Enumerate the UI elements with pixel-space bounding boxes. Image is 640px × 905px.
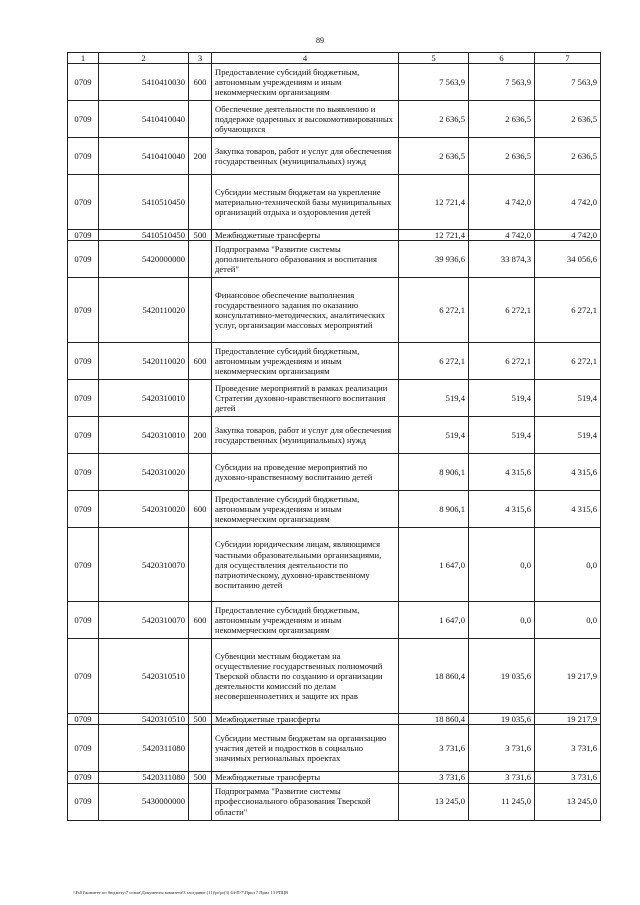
cell-section: 0709 <box>68 380 99 417</box>
cell-v5: 13 245,0 <box>399 783 469 820</box>
cell-v5: 2 636,5 <box>399 138 469 175</box>
cell-v7: 19 217,9 <box>535 714 601 725</box>
cell-v5: 12 721,4 <box>399 175 469 230</box>
cell-v6: 519,4 <box>469 417 535 454</box>
cell-v5: 519,4 <box>399 417 469 454</box>
table-row <box>68 528 601 602</box>
table-row <box>68 138 601 175</box>
cell-v5: 7 563,9 <box>399 64 469 101</box>
cell-name: Предоставление субсидий бюджетным, автономным учреждениям и иным некоммерческим организациям <box>212 343 399 380</box>
cell-v7: 519,4 <box>535 380 601 417</box>
cell-v7: 519,4 <box>535 417 601 454</box>
cell-v5: 8 906,1 <box>399 454 469 491</box>
cell-v6: 2 636,5 <box>469 138 535 175</box>
cell-code: 5420310010 <box>99 380 189 417</box>
cell-v5: 519,4 <box>399 380 469 417</box>
cell-name: Закупка товаров, работ и услуг для обеспечения государственных (муниципальных) нужд <box>212 138 399 175</box>
cell-section: 0709 <box>68 491 99 528</box>
cell-type <box>189 241 212 278</box>
cell-code: 5410410030 <box>99 64 189 101</box>
cell-type <box>189 454 212 491</box>
cell-v5: 18 860,4 <box>399 639 469 714</box>
cell-code: 5430000000 <box>99 783 189 820</box>
cell-v7: 4 315,6 <box>535 454 601 491</box>
table-row <box>68 783 601 820</box>
column-header: 5 <box>399 53 469 64</box>
cell-section: 0709 <box>68 772 99 783</box>
cell-v6: 4 742,0 <box>469 230 535 241</box>
table-row <box>68 772 601 783</box>
cell-section: 0709 <box>68 528 99 602</box>
table-row <box>68 380 601 417</box>
cell-section: 0709 <box>68 417 99 454</box>
cell-v6: 33 874,3 <box>469 241 535 278</box>
cell-v6: 2 636,5 <box>469 101 535 138</box>
cell-section: 0709 <box>68 714 99 725</box>
cell-name: Субвенции местным бюджетам на осуществление государственных полномочий Тверской области по созданию и организации деятельности комиссий по делам несовершеннолетних и защите их прав <box>212 639 399 714</box>
cell-name: Финансовое обеспечение выполнения государственного задания по оказанию консультативно-методических, аналитических услуг, организации массовых мероприятий <box>212 278 399 343</box>
cell-v6: 0,0 <box>469 528 535 602</box>
cell-v5: 1 647,0 <box>399 602 469 639</box>
cell-v7: 34 056,6 <box>535 241 601 278</box>
cell-code: 5420310510 <box>99 639 189 714</box>
cell-v6: 6 272,1 <box>469 343 535 380</box>
column-number-row <box>68 53 601 64</box>
cell-v5: 6 272,1 <box>399 343 469 380</box>
cell-v5: 6 272,1 <box>399 278 469 343</box>
table-row <box>68 101 601 138</box>
cell-code: 5410510450 <box>99 230 189 241</box>
cell-v7: 3 731,6 <box>535 772 601 783</box>
cell-v7: 2 636,5 <box>535 101 601 138</box>
cell-v6: 519,4 <box>469 380 535 417</box>
cell-v6: 19 035,6 <box>469 639 535 714</box>
cell-type: 200 <box>189 417 212 454</box>
cell-v5: 2 636,5 <box>399 101 469 138</box>
column-header: 2 <box>99 53 189 64</box>
cell-v5: 12 721,4 <box>399 230 469 241</box>
cell-type <box>189 639 212 714</box>
cell-section: 0709 <box>68 454 99 491</box>
cell-v6: 4 315,6 <box>469 454 535 491</box>
cell-type: 600 <box>189 64 212 101</box>
column-header: 7 <box>535 53 601 64</box>
cell-v7: 3 731,6 <box>535 725 601 772</box>
cell-code: 5420310070 <box>99 602 189 639</box>
cell-code: 5410410040 <box>99 101 189 138</box>
cell-section: 0709 <box>68 278 99 343</box>
cell-type: 600 <box>189 343 212 380</box>
cell-name: Закупка товаров, работ и услуг для обеспечения государственных (муниципальных) нужд <box>212 417 399 454</box>
cell-name: Субсидии местным бюджетам на организацию участия детей и подростков в социально значимых региональных проектах <box>212 725 399 772</box>
cell-v6: 11 245,0 <box>469 783 535 820</box>
cell-name: Обеспечение деятельности по выявлению и поддержке одаренных и высокомотивированных обучающихся <box>212 101 399 138</box>
cell-type: 600 <box>189 491 212 528</box>
cell-code: 5410510450 <box>99 175 189 230</box>
cell-v5: 18 860,4 <box>399 714 469 725</box>
cell-code: 5420311080 <box>99 725 189 772</box>
cell-v6: 6 272,1 <box>469 278 535 343</box>
cell-v7: 13 245,0 <box>535 783 601 820</box>
cell-code: 5410410040 <box>99 138 189 175</box>
cell-name: Предоставление субсидий бюджетным, автономным учреждениям и иным некоммерческим организациям <box>212 491 399 528</box>
column-header: 1 <box>68 53 99 64</box>
cell-name: Подпрограмма "Развитие системы дополнительного образования и воспитания детей" <box>212 241 399 278</box>
cell-name: Межбюджетные трансферты <box>212 772 399 783</box>
cell-v7: 6 272,1 <box>535 278 601 343</box>
cell-v5: 3 731,6 <box>399 772 469 783</box>
cell-v7: 4 315,6 <box>535 491 601 528</box>
cell-section: 0709 <box>68 230 99 241</box>
cell-section: 0709 <box>68 175 99 230</box>
cell-code: 5420000000 <box>99 241 189 278</box>
table-body <box>68 64 601 820</box>
cell-v7: 4 742,0 <box>535 175 601 230</box>
cell-code: 5420110020 <box>99 278 189 343</box>
cell-name: Проведение мероприятий в рамках реализации Стратегии духовно-нравственного воспитания детей <box>212 380 399 417</box>
cell-v7: 19 217,9 <box>535 639 601 714</box>
cell-v6: 19 035,6 <box>469 714 535 725</box>
table-row <box>68 417 601 454</box>
cell-type: 200 <box>189 138 212 175</box>
cell-name: Субсидии юридическим лицам, являющимся частными образовательными организациями, для осуществления деятельности по патриотическому, духовно-нравственному воспитанию детей <box>212 528 399 602</box>
cell-type: 500 <box>189 772 212 783</box>
table-row <box>68 175 601 230</box>
column-header: 6 <box>469 53 535 64</box>
table-row <box>68 454 601 491</box>
table-row <box>68 343 601 380</box>
cell-v6: 3 731,6 <box>469 725 535 772</box>
cell-name: Предоставление субсидий бюджетным, автономным учреждениям и иным некоммерческим организациям <box>212 64 399 101</box>
cell-type <box>189 380 212 417</box>
cell-v5: 3 731,6 <box>399 725 469 772</box>
cell-section: 0709 <box>68 101 99 138</box>
cell-code: 5420310510 <box>99 714 189 725</box>
cell-v5: 1 647,0 <box>399 528 469 602</box>
cell-section: 0709 <box>68 64 99 101</box>
table-row <box>68 491 601 528</box>
cell-code: 5420310020 <box>99 454 189 491</box>
column-header: 4 <box>212 53 399 64</box>
cell-v7: 0,0 <box>535 528 601 602</box>
cell-v6: 3 731,6 <box>469 772 535 783</box>
cell-type <box>189 175 212 230</box>
cell-v7: 2 636,5 <box>535 138 601 175</box>
cell-name: Межбюджетные трансферты <box>212 714 399 725</box>
cell-name: Межбюджетные трансферты <box>212 230 399 241</box>
cell-v7: 7 563,9 <box>535 64 601 101</box>
footer-file-path: \\Fs01\комитет по бюджету\7 созыв\Документы комитета\3 заседание (11)\pr\pr(3) 44-П-7\Прил 7 Прил 13 РПЦВ <box>73 890 289 895</box>
budget-table <box>67 52 601 821</box>
table-row <box>68 639 601 714</box>
cell-section: 0709 <box>68 138 99 175</box>
cell-section: 0709 <box>68 241 99 278</box>
cell-section: 0709 <box>68 639 99 714</box>
cell-v6: 7 563,9 <box>469 64 535 101</box>
cell-section: 0709 <box>68 602 99 639</box>
cell-code: 5420110020 <box>99 343 189 380</box>
cell-section: 0709 <box>68 343 99 380</box>
cell-v7: 6 272,1 <box>535 343 601 380</box>
table-row <box>68 230 601 241</box>
table-row <box>68 725 601 772</box>
cell-v6: 4 315,6 <box>469 491 535 528</box>
table-row <box>68 602 601 639</box>
table-row <box>68 241 601 278</box>
cell-name: Субсидии местным бюджетам на укрепление материально-технической базы муниципальных организаций отдыха и оздоровления детей <box>212 175 399 230</box>
cell-type: 500 <box>189 714 212 725</box>
cell-code: 5420310010 <box>99 417 189 454</box>
cell-name: Субсидии на проведение мероприятий по духовно-нравственному воспитанию детей <box>212 454 399 491</box>
cell-name: Предоставление субсидий бюджетным, автономным учреждениям и иным некоммерческим организациям <box>212 602 399 639</box>
table-row <box>68 278 601 343</box>
cell-type <box>189 725 212 772</box>
cell-v7: 4 742,0 <box>535 230 601 241</box>
cell-v5: 39 936,6 <box>399 241 469 278</box>
table-row <box>68 714 601 725</box>
cell-type <box>189 278 212 343</box>
cell-v6: 0,0 <box>469 602 535 639</box>
cell-code: 5420310070 <box>99 528 189 602</box>
cell-section: 0709 <box>68 725 99 772</box>
cell-type: 600 <box>189 602 212 639</box>
column-header: 3 <box>189 53 212 64</box>
cell-type <box>189 101 212 138</box>
cell-type: 500 <box>189 230 212 241</box>
cell-v6: 4 742,0 <box>469 175 535 230</box>
table-row <box>68 64 601 101</box>
cell-name: Подпрограмма "Развитие системы профессионального образования Тверской области" <box>212 783 399 820</box>
cell-code: 5420311080 <box>99 772 189 783</box>
page-number: 89 <box>316 36 324 45</box>
cell-section: 0709 <box>68 783 99 820</box>
cell-type <box>189 783 212 820</box>
cell-code: 5420310020 <box>99 491 189 528</box>
cell-v5: 8 906,1 <box>399 491 469 528</box>
cell-v7: 0,0 <box>535 602 601 639</box>
cell-type <box>189 528 212 602</box>
